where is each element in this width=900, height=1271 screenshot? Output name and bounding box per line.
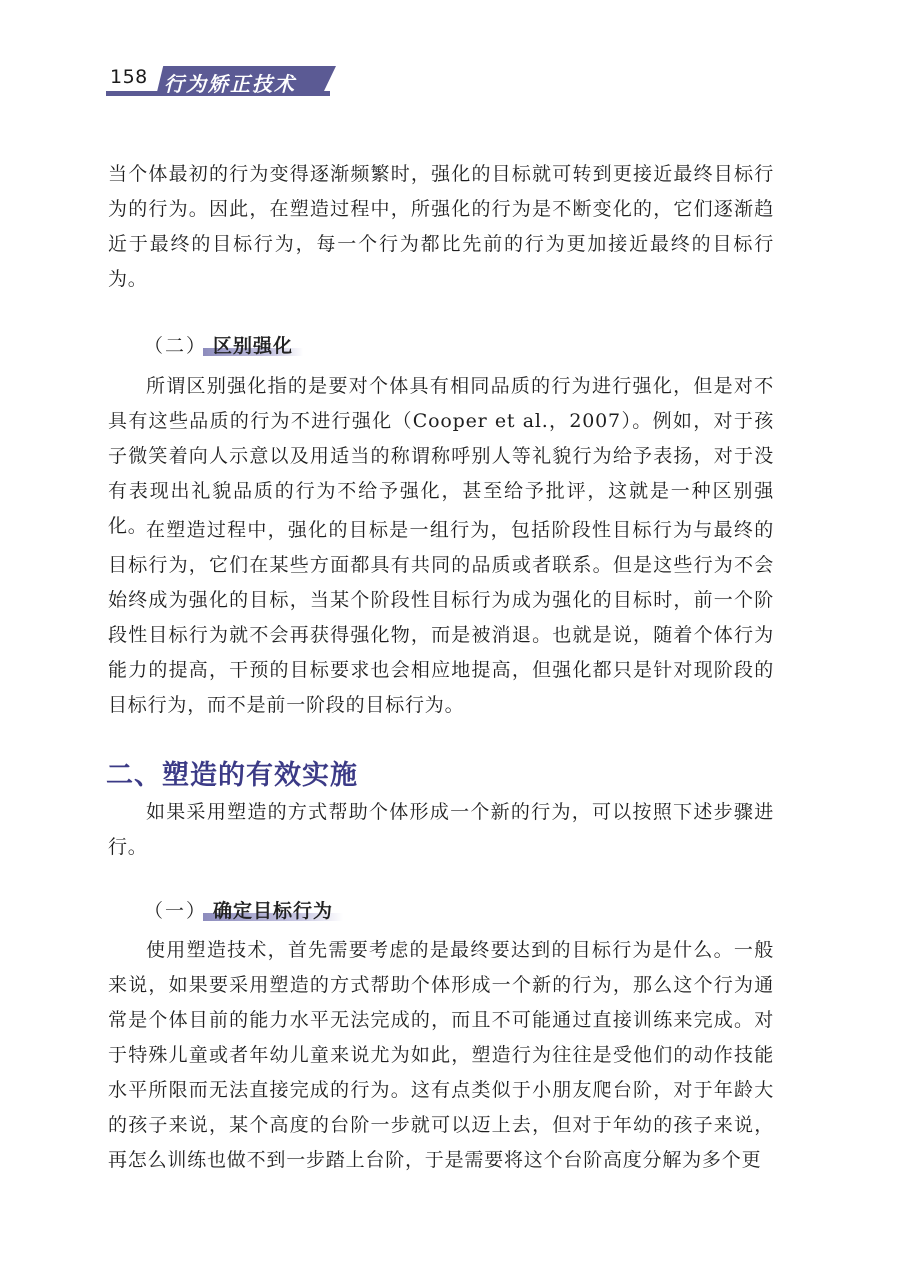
subheading-number: （二）	[144, 335, 208, 357]
paragraph: 当个体最初的行为变得逐渐频繁时，强化的目标就可转到更接近最终目标行为的行为。因此，在塑造过程中，所强化的行为是不断变化的，它们逐渐趋近于最终的目标行为，每一个行为都比先前的行为更加接近最终的目标行为。	[108, 163, 774, 290]
subheading-text: 确定目标行为	[211, 900, 339, 922]
paragraph: 所谓区别强化指的是要对个体具有相同品质的行为进行强化，但是对不具有这些品质的行为不进行强化（Cooper et al.，2007）。例如，对于孩子微笑着向人示意以及用适当的称谓称呼别人等礼貌行为给予表扬，对于没有表现出礼貌品质的行为不给予强化，甚至给予批评，这就是一种区别强化。	[108, 375, 774, 537]
paragraph: 在塑造过程中，强化的目标是一组行为，包括阶段性目标行为与最终的目标行为，它们在某些方面都具有共同的品质或者联系。但是这些行为不会始终成为强化的目标，当某个阶段性目标行为成为强化的目标时，前一个阶段性目标行为就不会再获得强化物，而是被消退。也就是说，随着个体行为能力的提高，干预的目标要求也会相应地提高，但强化都只是针对现阶段的目标行为，而不是前一阶段的目标行为。	[108, 519, 774, 716]
paragraph: 使用塑造技术，首先需要考虑的是最终要达到的目标行为是什么。一般来说，如果要采用塑造的方式帮助个体形成一个新的行为，那么这个行为通常是个体目前的能力水平无法完成的，而且不可能通过直接训练来完成。对于特殊儿童或者年幼儿童来说尤为如此，塑造行为往往是受他们的动作技能水平所限而无法直接完成的行为。这有点类似于小朋友爬台阶，对于年龄大的孩子来说，某个高度的台阶一步就可以迈上去，但对于年幼的孩子来说，再怎么训练也做不到一步踏上台阶，于是需要将这个台阶高度分解为多个更	[108, 939, 774, 1171]
page-number: 158	[110, 66, 148, 88]
subheading-target-behavior	[144, 896, 339, 926]
running-header	[106, 66, 336, 98]
subheading-number: （一）	[144, 900, 208, 922]
running-title: 行为矫正技术	[164, 72, 296, 96]
subheading-differential-reinforcement	[144, 331, 299, 361]
subheading-text: 区别强化	[211, 335, 299, 357]
section-heading: 二、塑造的有效实施	[106, 760, 358, 791]
paragraph: 如果采用塑造的方式帮助个体形成一个新的行为，可以按照下述步骤进行。	[108, 801, 774, 858]
